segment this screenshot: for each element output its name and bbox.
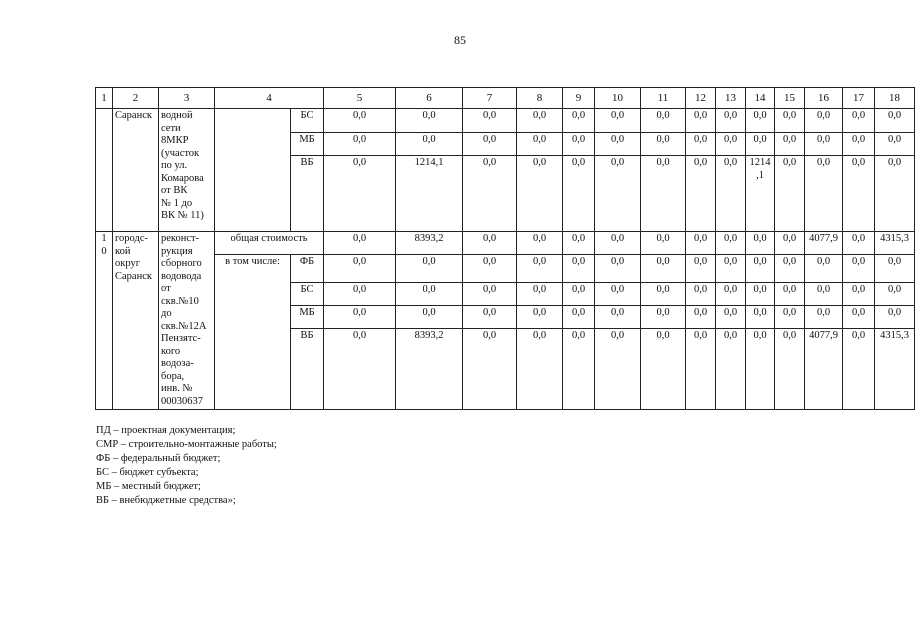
municipality-cell: Саранск — [113, 109, 159, 232]
value-cell: 0,0 — [595, 133, 641, 156]
value-cell: 0,0 — [686, 109, 716, 133]
including-label: в том числе: — [215, 255, 291, 410]
header-cell: 6 — [396, 88, 463, 109]
header-cell: 14 — [746, 88, 775, 109]
value-cell: 1214,1 — [396, 156, 463, 232]
value-cell: 8393,2 — [396, 232, 463, 255]
value-cell: 0,0 — [686, 156, 716, 232]
value-cell: 0,0 — [843, 329, 875, 410]
value-cell: 0,0 — [517, 109, 563, 133]
value-cell: 0,0 — [716, 133, 746, 156]
value-cell: 0,0 — [716, 306, 746, 329]
footnote-line: БС – бюджет субъекта; — [96, 467, 199, 478]
header-cell: 12 — [686, 88, 716, 109]
value-cell: 0,0 — [324, 109, 396, 133]
value-cell: 0,0 — [746, 133, 775, 156]
funding-source-cell: БС — [291, 283, 324, 306]
header-cell: 1 — [96, 88, 113, 109]
value-cell: 0,0 — [396, 109, 463, 133]
header-cell: 15 — [775, 88, 805, 109]
header-cell: 17 — [843, 88, 875, 109]
value-cell: 0,0 — [843, 283, 875, 306]
value-cell: 0,0 — [641, 232, 686, 255]
value-cell: 0,0 — [563, 329, 595, 410]
value-cell: 0,0 — [324, 329, 396, 410]
value-cell: 0,0 — [746, 329, 775, 410]
value-cell: 0,0 — [716, 109, 746, 133]
row-number-cell — [96, 109, 113, 232]
value-cell: 0,0 — [775, 109, 805, 133]
value-cell: 0,0 — [463, 109, 517, 133]
value-cell: 0,0 — [775, 156, 805, 232]
funding-source-cell: МБ — [291, 133, 324, 156]
value-cell: 0,0 — [324, 283, 396, 306]
value-cell: 0,0 — [324, 306, 396, 329]
value-cell: 0,0 — [843, 255, 875, 283]
funding-source-cell: МБ — [291, 306, 324, 329]
value-cell: 0,0 — [396, 255, 463, 283]
header-cell: 18 — [875, 88, 915, 109]
value-cell: 0,0 — [324, 255, 396, 283]
value-cell: 0,0 — [563, 133, 595, 156]
value-cell: 0,0 — [641, 329, 686, 410]
value-cell: 0,0 — [396, 283, 463, 306]
value-cell: 0,0 — [641, 306, 686, 329]
value-cell: 0,0 — [775, 255, 805, 283]
value-cell: 0,0 — [716, 156, 746, 232]
value-cell: 4315,3 — [875, 232, 915, 255]
value-cell: 0,0 — [805, 156, 843, 232]
header-cell: 8 — [517, 88, 563, 109]
value-cell: 8393,2 — [396, 329, 463, 410]
value-cell: 0,0 — [805, 133, 843, 156]
value-cell: 0,0 — [563, 109, 595, 133]
header-cell: 4 — [215, 88, 324, 109]
funding-source-cell: ФБ — [291, 255, 324, 283]
budget-table — [95, 87, 915, 410]
value-cell: 0,0 — [843, 156, 875, 232]
table-row — [96, 232, 915, 255]
municipality-cell: городс- кой округ Саранск — [113, 232, 159, 410]
value-cell: 0,0 — [463, 306, 517, 329]
value-cell: 0,0 — [843, 232, 875, 255]
value-cell: 0,0 — [875, 156, 915, 232]
value-cell: 0,0 — [746, 283, 775, 306]
value-cell: 0,0 — [775, 232, 805, 255]
value-cell: 0,0 — [641, 156, 686, 232]
value-cell: 0,0 — [396, 306, 463, 329]
value-cell: 0,0 — [517, 156, 563, 232]
value-cell: 0,0 — [875, 255, 915, 283]
value-cell: 0,0 — [775, 283, 805, 306]
footnote-line: ФБ – федеральный бюджет; — [96, 453, 221, 464]
value-cell: 0,0 — [595, 283, 641, 306]
value-cell: 4315,3 — [875, 329, 915, 410]
value-cell: 0,0 — [686, 133, 716, 156]
value-cell: 0,0 — [517, 329, 563, 410]
value-cell: 0,0 — [517, 232, 563, 255]
value-cell: 0,0 — [875, 306, 915, 329]
value-cell: 0,0 — [563, 156, 595, 232]
value-cell: 0,0 — [641, 283, 686, 306]
value-cell: 0,0 — [746, 306, 775, 329]
value-cell: 0,0 — [324, 133, 396, 156]
page-number: 85 — [454, 33, 466, 47]
value-cell: 0,0 — [324, 156, 396, 232]
value-cell: 0,0 — [641, 109, 686, 133]
funding-source-cell: ВБ — [291, 156, 324, 232]
footnote-line: ВБ – внебюджетные средства»; — [96, 495, 236, 506]
funding-source-cell: БС — [291, 109, 324, 133]
value-cell: 0,0 — [563, 306, 595, 329]
value-cell: 0,0 — [746, 109, 775, 133]
value-cell: 0,0 — [805, 283, 843, 306]
value-cell: 0,0 — [517, 133, 563, 156]
value-cell: 0,0 — [775, 306, 805, 329]
value-cell: 0,0 — [746, 255, 775, 283]
table-row — [96, 255, 915, 283]
header-cell: 5 — [324, 88, 396, 109]
row-number-cell: 1 0 — [96, 232, 113, 410]
value-cell: 0,0 — [686, 329, 716, 410]
object-name-cell: реконст- рукция сборного водовода от скв.№10 до скв.№12А Пензятс- кого водоза- бора, инв. № 00030637 — [159, 232, 215, 410]
value-cell: 0,0 — [595, 329, 641, 410]
value-cell: 0,0 — [805, 306, 843, 329]
value-cell: 0,0 — [843, 133, 875, 156]
value-cell: 0,0 — [463, 329, 517, 410]
value-cell: 0,0 — [686, 306, 716, 329]
value-cell: 0,0 — [517, 255, 563, 283]
value-cell: 4077,9 — [805, 232, 843, 255]
header-cell: 3 — [159, 88, 215, 109]
value-cell: 0,0 — [595, 109, 641, 133]
value-cell: 0,0 — [686, 255, 716, 283]
value-cell: 1214 ,1 — [746, 156, 775, 232]
value-cell: 0,0 — [805, 255, 843, 283]
value-cell: 0,0 — [746, 232, 775, 255]
value-cell: 0,0 — [463, 133, 517, 156]
value-cell: 0,0 — [875, 283, 915, 306]
object-name-cell: водной сети 8МКР (участок по ул. Комарова от ВК № 1 до ВК № 11) — [159, 109, 215, 232]
value-cell: 0,0 — [716, 255, 746, 283]
footnote-line: СМР – строительно-монтажные работы; — [96, 439, 277, 450]
value-cell: 4077,9 — [805, 329, 843, 410]
value-cell: 0,0 — [517, 283, 563, 306]
value-cell: 0,0 — [595, 232, 641, 255]
value-cell: 0,0 — [843, 306, 875, 329]
footnote-line: МБ – местный бюджет; — [96, 481, 201, 492]
value-cell: 0,0 — [463, 283, 517, 306]
value-cell: 0,0 — [324, 232, 396, 255]
value-cell: 0,0 — [875, 133, 915, 156]
header-cell: 2 — [113, 88, 159, 109]
total-cost-label: общая стоимость — [215, 232, 324, 255]
value-cell: 0,0 — [686, 232, 716, 255]
value-cell: 0,0 — [716, 329, 746, 410]
value-cell: 0,0 — [805, 109, 843, 133]
value-cell: 0,0 — [875, 109, 915, 133]
value-cell: 0,0 — [716, 232, 746, 255]
value-cell: 0,0 — [595, 156, 641, 232]
value-cell: 0,0 — [463, 255, 517, 283]
value-cell: 0,0 — [843, 109, 875, 133]
value-cell: 0,0 — [396, 133, 463, 156]
value-cell: 0,0 — [563, 283, 595, 306]
header-cell: 11 — [641, 88, 686, 109]
value-cell: 0,0 — [716, 283, 746, 306]
value-cell: 0,0 — [595, 306, 641, 329]
value-cell: 0,0 — [686, 283, 716, 306]
value-cell: 0,0 — [463, 232, 517, 255]
value-cell: 0,0 — [775, 329, 805, 410]
footnotes — [96, 424, 277, 508]
header-row — [96, 88, 915, 109]
value-cell: 0,0 — [563, 255, 595, 283]
value-cell: 0,0 — [595, 255, 641, 283]
cost-type-cell — [215, 109, 291, 232]
footnote-line: ПД – проектная документация; — [96, 425, 236, 436]
value-cell: 0,0 — [775, 133, 805, 156]
header-cell: 13 — [716, 88, 746, 109]
funding-source-cell: ВБ — [291, 329, 324, 410]
value-cell: 0,0 — [517, 306, 563, 329]
header-cell: 9 — [563, 88, 595, 109]
header-cell: 16 — [805, 88, 843, 109]
value-cell: 0,0 — [463, 156, 517, 232]
header-cell: 7 — [463, 88, 517, 109]
table-row — [96, 109, 915, 133]
header-cell: 10 — [595, 88, 641, 109]
value-cell: 0,0 — [563, 232, 595, 255]
value-cell: 0,0 — [641, 255, 686, 283]
value-cell: 0,0 — [641, 133, 686, 156]
